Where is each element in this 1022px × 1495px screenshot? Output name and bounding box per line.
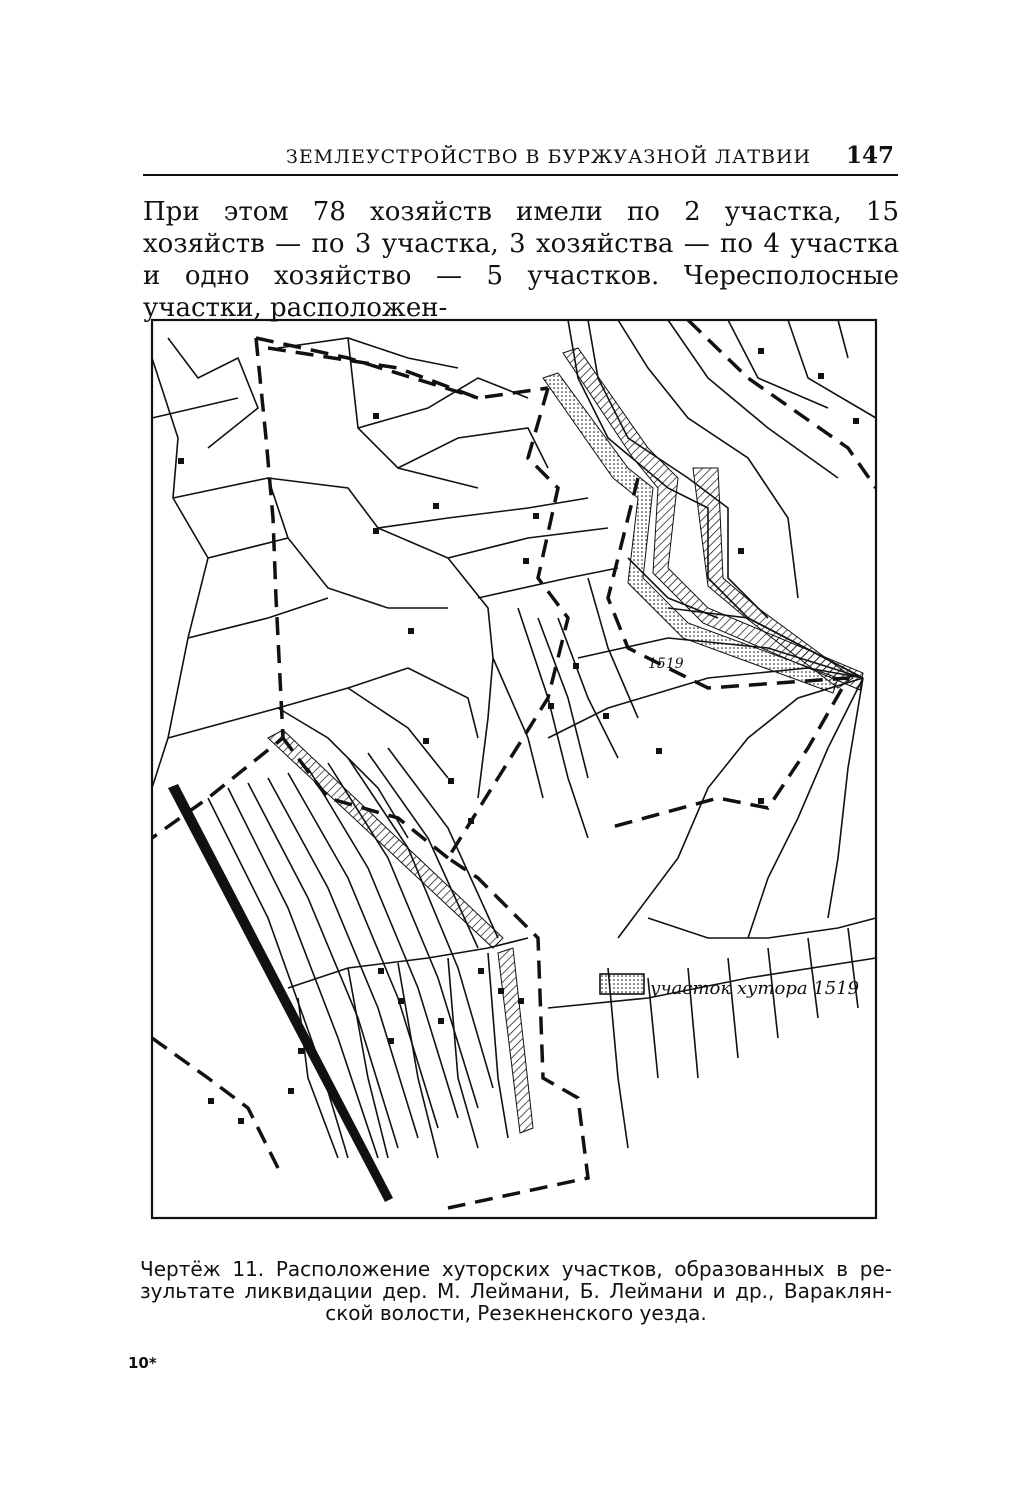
map-legend [600,974,859,999]
cadastral-map-figure [148,318,878,1220]
running-title: ЗЕМЛЕУСТРОЙСТВО В БУРЖУАЗНОЙ ЛАТВИИ [286,146,812,168]
map-hatched-strips [168,348,863,1202]
caption-line-1: Чертёж 11. Расположение хуторских участков, образованных в ре- [140,1257,892,1281]
legend-swatch [600,974,644,994]
figure-caption [140,1258,892,1324]
page-header [143,140,898,180]
map-inner-label: 1519 [648,656,684,672]
caption-line-2: зультате ликвидации дер. М. Леймани, Б. Леймани и др., Вараклян- [140,1279,892,1303]
caption-line-3: ской волости, Резекненского уезда. [325,1301,707,1325]
signature-mark: 10* [128,1354,157,1372]
page-number: 147 [845,142,894,169]
legend-label: участок хутора 1519 [650,978,860,999]
header-rule [143,174,898,176]
body-paragraph: При этом 78 хозяйств имели по 2 участка, 15 хозяйств — по 3 участка, 3 хозяйства — по 4 участка и одно хозяйство — 5 участков. Чересполосные участки, расположен- [143,197,899,323]
